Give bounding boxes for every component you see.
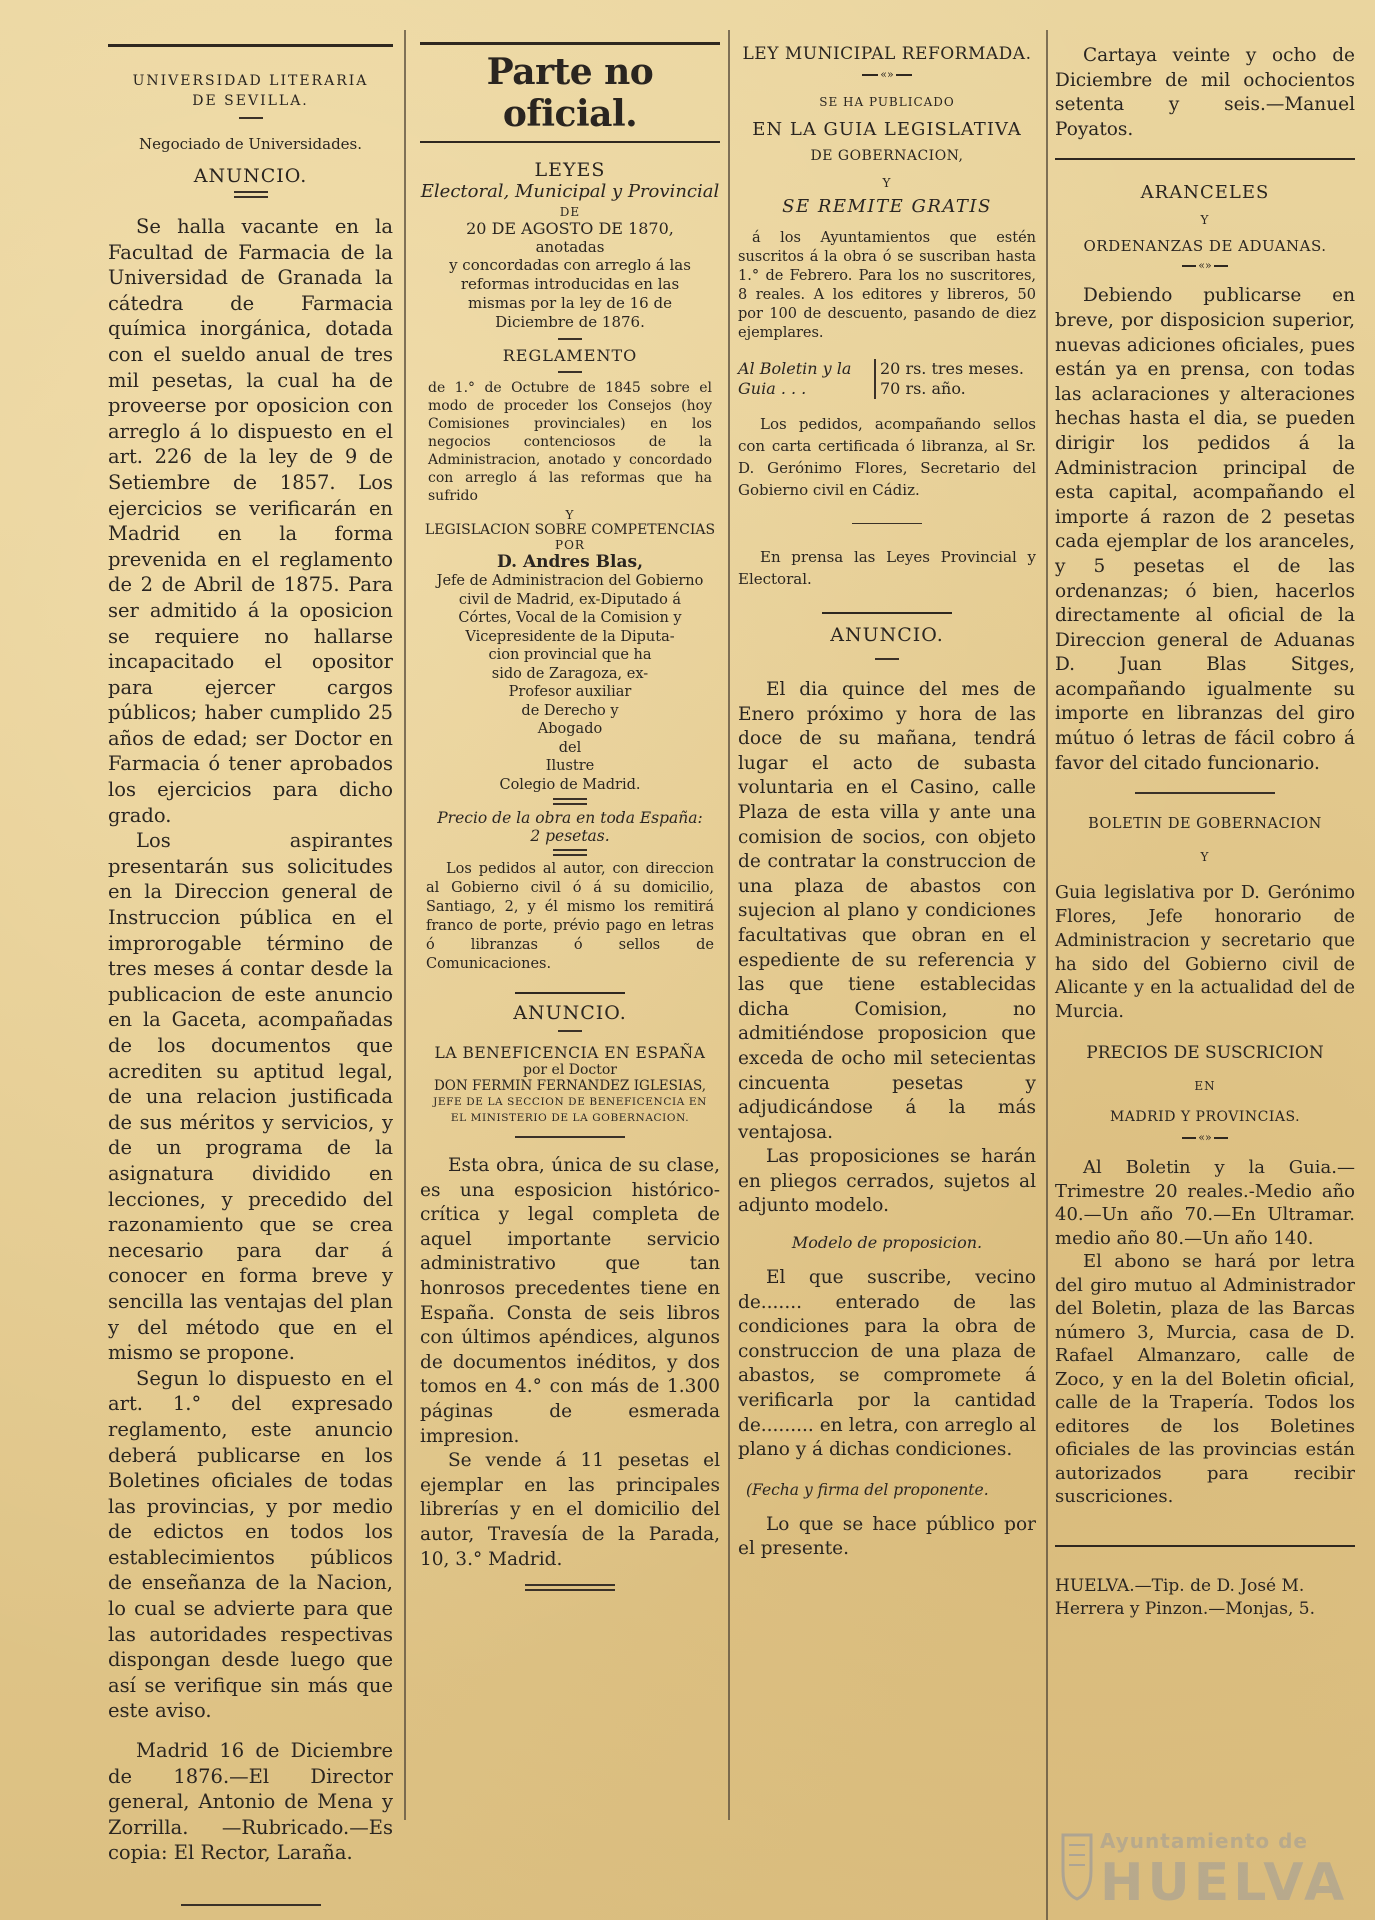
ornament-divider (420, 992, 720, 994)
boletin-title: BOLETIN DE GOBERNACION (1088, 816, 1322, 833)
credential-line: Abogado (537, 721, 603, 737)
aranceles-text: Debiendo publicarse en breve, por disposicion superior, nuevas adiciones oficiales, pues están ya en prensa, con todas las aclaraciones y alteraciones hechas hasta el dia, se pueden dirigir los pedidos á la Administracion principal de esta capital, acompañando el importe á razon de 2 pesetas cada ejemplar de los aranceles, y 5 pesetas el de las ordenanzas; ó bien, hacerlos directamente al oficial de la Direccion general de Aduanas D. Juan Blas Sitges, acompañando igualmente su importe en libranzas del giro mútuo ó letras de fácil cobro á favor del citado funcionario. (1055, 285, 1355, 774)
price-year: 70 rs. año. (880, 379, 966, 398)
guide: EN LA GUIA LEGISLATIVA (752, 119, 1022, 140)
price-left: Al Boletin y la Guia . . . (738, 359, 852, 398)
precios-title: PRECIOS DE SUSCRICION (1086, 1043, 1324, 1064)
paragraph: Las proposiciones se harán en pliegos cerrados, sujetos al adjunto modelo. (738, 1146, 1036, 1217)
paragraph: Segun lo dispuesto en el art. 1.° del expresado reglamento, este anuncio deberá publicarse en los Boletines oficiales de todas las provincias, y por medio de edictos en todos los establecimientos públicos de enseñanza de la Nacion, lo cual se advierte para que las autoridades respectivas dispongan desde luego que así se verifique sin más que este aviso. (108, 1366, 393, 1723)
ornament: «» (1055, 259, 1355, 272)
book-heading: LEYES (534, 159, 606, 181)
model-text: El que suscribe, vecino de....... enterado de las condiciones para la obra de construccion de una plaza de abastos, se compromete á verificarla por la cantidad de......... en letra, con arreglo al plano y á dichas condiciones. (738, 1267, 1036, 1461)
notice-title: ANUNCIO. (193, 165, 308, 187)
book-description (420, 1154, 720, 1572)
book-date: 20 DE AGOSTO DE 1870, (466, 219, 674, 238)
precios-en: EN (1194, 1079, 1216, 1094)
credential-line: Ilustre (545, 758, 595, 774)
rule (420, 141, 720, 143)
paragraph: Se vende á 11 pesetas el ejemplar en las principales librerías y en el domicilio del autor, Travesía de la Parada, 10, 3.° Madrid. (420, 1450, 720, 1570)
book-description: y concordadas con arreglo á las reformas introducidas en las mismas por la ley de 16 de Diciembre de 1876. (449, 256, 691, 331)
reglamento-title: REGLAMENTO (502, 346, 638, 365)
precios-body (1055, 1156, 1355, 1509)
credential-line: de Derecho y (521, 702, 619, 719)
closing: Lo que se hace público por el presente. (738, 1513, 1036, 1560)
paragraph: Se halla vacante en la Facultad de Farmacia de la Universidad de Granada la cátedra de Farmacia química inorgánica, dotada con el sueldo anual de tres mil pesetas, la cual ha de proveerse por oposicion con arreglo á lo dispuesto en el art. 226 de la ley de 9 de Setiembre de 1857. Los ejercicios se verificarán en Madrid en la forma prevenida en el reglamento de 2 de Abril de 1875. Para ser admitido á la oposicion se requiere no hallarse incapacitado el opositor para ejercer cargos públicos; haber cumplido 25 años de edad; ser Doctor en Farmacia ó tener aprobados los ejercicios para dicho grado. (108, 215, 393, 827)
divider (525, 1584, 615, 1591)
reglamento-text: de 1.° de Octubre de 1845 sobre el modo de proceder los Consejos (hoy Comisiones provinciales) en los negocios contenciosos de la Administracion, anotado y concordado con arreglo á las reformas que ha sufrido (428, 380, 712, 504)
column-divider (404, 30, 406, 1820)
divider (558, 371, 582, 373)
credential-line: Colegio de Madrid. (499, 776, 641, 793)
anuncio-title: ANUNCIO. (513, 1002, 627, 1024)
divider (558, 338, 582, 340)
paragraph: Los aspirantes presentarán sus solicitudes en la Direccion general de Instruccion pública en el improrogable término de tres meses á contar desde la publicacion de este anuncio en la Gaceta, acompañadas de los documentos que acrediten su aptitud legal, de una relacion justificada de sus méritos y servicios, y de un programa de la asignatura dividido en lecciones, y precedido del razonamiento que se crea necesario para dar á conocer en forma breve y sencilla las ventajas del plan y del método que en el mismo se propone. (108, 829, 393, 1365)
divider (1135, 792, 1275, 794)
divider (239, 117, 263, 119)
aranceles-title: ARANCELES (1140, 182, 1270, 204)
precios-region: MADRID Y PROVINCIAS. (1109, 1109, 1301, 1126)
anuncio-title: ANUNCIO. (830, 624, 944, 646)
orders: Los pedidos, acompañando sellos con carta certificada ó libranza, al Sr. D. Gerónimo Flores, Secretario del Gobierno civil en Cádiz. (738, 415, 1036, 499)
column-4 (1055, 30, 1355, 1621)
rule (1055, 1545, 1355, 1547)
credential-line: Jefe de Administracion del Gobierno (436, 573, 704, 589)
column-divider (1046, 30, 1048, 1920)
book-de: DE (559, 205, 581, 219)
ornament-divider (738, 612, 1036, 614)
watermark-bottom: HUELVA (1100, 1853, 1349, 1913)
divider (875, 658, 899, 660)
author-credentials (420, 572, 720, 794)
boletin-text: Guia legislativa por D. Gerónimo Flores, Jefe honorario de Administracion y secretario que ha sido del Gobierno civil de Alicante y en la actualidad del de Murcia. (1055, 883, 1355, 1023)
published: SE HA PUBLICADO (819, 95, 955, 109)
price-right (874, 359, 1024, 399)
ornament: «» (738, 68, 1036, 81)
paragraph: El abono se hará por letra del giro mutuo al Administrador del Boletin, plaza de las Barcas número 3, Murcia, casa de D. Rafael Almanzaro, calle de Zoco, y en la del Boletin oficial, calle de la Trapería. Todos los editores de los Boletines oficiales de las provincias están autorizados para recibir suscriciones. (1055, 1251, 1355, 1508)
credential-line: Vicepresidente de la Diputa- (465, 628, 675, 645)
book-title: LA BENEFICENCIA EN ESPAÑA (434, 1044, 706, 1062)
notice-body (108, 214, 393, 1866)
book-by: por el Doctor (523, 1062, 617, 1078)
book-author-role: JEFE DE LA SECCION DE BENEFICENCIA EN EL MINISTERIO DE LA GOBERNACION. (433, 1096, 707, 1124)
column-1 (108, 30, 393, 1912)
price-value: 2 pesetas. (530, 827, 610, 845)
legislacion: LEGISLACION SOBRE COMPETENCIAS (424, 522, 716, 538)
paragraph: El dia quince del mes de Enero próximo y hora de las doce de su mañana, tendrá lugar el acto de subasta voluntaria en el Casino, calle Plaza de esta villa y ante una comision de socios, con objeto de contratar la construccion de una plaza de abastos con sujecion al plano y condiciones facultativas que obran en el espediente de su referencia y las que tiene establecidas dicha Comision, no admitiéndose proposicion que exceda de ocho mil setecientas cincuenta pesetas y adjudicándose á la más ventajosa. (738, 679, 1036, 1143)
rule (1055, 158, 1355, 160)
top-rule (108, 44, 393, 47)
credential-line: Córtes, Vocal de la Comision y (458, 610, 682, 626)
section-title: Parte no oficial. (486, 51, 654, 135)
paragraph: Al Boletin y la Guia.—Trimestre 20 reales.-Medio año 40.—Un año 70.—En Ultramar. medio año 80.—Un año 140. (1055, 1157, 1355, 1249)
price-table (738, 359, 1036, 399)
cartaya-signature: Cartaya veinte y ocho de Diciembre de mil ochocientos setenta y seis.—Manuel Poyatos. (1055, 45, 1355, 140)
line-y: Y (565, 508, 575, 522)
ornament: «» (1055, 1131, 1355, 1144)
credential-line: Profesor auxiliar (508, 684, 632, 700)
divider (558, 1030, 582, 1032)
model-signature: (Fecha y firma del proponente. (746, 1480, 989, 1499)
watermark (1060, 1825, 1360, 1913)
orders-text: Los pedidos al autor, con direccion al Gobierno civil ó á su domicilio, Santiago, 2, y él mismo los remitirá franco de porte, prévio pago en letras ó libranzas ó sellos de Comunicaciones. (426, 861, 714, 972)
divider (852, 523, 922, 524)
price-label: Precio de la obra en toda España: (437, 809, 703, 827)
divider (553, 798, 587, 805)
department: Negociado de Universidades. (138, 135, 363, 153)
press-notice: En prensa las Leyes Provincial y Electoral. (738, 548, 1036, 588)
gobernacion: DE GOBERNACION, (810, 148, 964, 164)
paragraph: Esta obra, única de su clase, es una esposicion histórico-crítica y legal completa de aquel importante servicio administrativo que tan honrosos precedentes tiene en España. Consta de seis libros con últimos apéndices, algunos de documentos inéditos, y dos tomos en 4.° con más de 1.300 páginas de esmerada impresion. (420, 1155, 720, 1447)
credential-line: cion provincial que ha (488, 647, 652, 663)
anuncio-body (738, 678, 1036, 1219)
signature: Madrid 16 de Diciembre de 1876.—El Director general, Antonio de Mena y Zorrilla. —Rubricado.—Es copia: El Rector, Laraña. (108, 1739, 393, 1865)
imprint: HUELVA.—Tip. de D. José M. Herrera y Pinzon.—Monjas, 5. (1055, 1575, 1315, 1619)
line-y: Y (882, 176, 892, 190)
remite: SE REMITE GRATIS (782, 196, 992, 217)
watermark-top: Ayuntamiento de (1100, 1829, 1308, 1853)
credential-line: sido de Zaragoza, ex- (491, 665, 649, 682)
credential-line: del (558, 739, 582, 756)
book-subheading: Electoral, Municipal y Provincial (420, 181, 720, 202)
price-quarter: 20 rs. tres meses. (880, 359, 1024, 378)
divider (234, 191, 268, 198)
divider (515, 1136, 625, 1138)
divider (181, 1904, 321, 1906)
boletin-y: Y (1200, 850, 1210, 865)
author: D. Andres Blas, (496, 552, 643, 572)
column-3 (738, 30, 1036, 1562)
top-rule (420, 42, 720, 45)
university-heading: UNIVERSIDAD LITERARIA DE SEVILLA. (132, 73, 369, 109)
book-author: DON FERMIN FERNANDEZ IGLESIAS, (433, 1078, 707, 1094)
divider (553, 849, 587, 856)
column-2 (420, 30, 720, 1595)
line-y: Y (1200, 213, 1210, 228)
law-title: LEY MUNICIPAL REFORMADA. (742, 44, 1032, 64)
column-divider (728, 30, 730, 1820)
model-title: Modelo de proposicion. (791, 1233, 983, 1253)
coat-of-arms-icon (1060, 1831, 1094, 1901)
book-anotadas: anotadas (535, 238, 605, 256)
por: POR (555, 538, 585, 552)
ordenanzas-title: ORDENANZAS DE ADUANAS. (1083, 237, 1327, 256)
credential-line: civil de Madrid, ex-Diputado á (458, 591, 682, 608)
remite-text: á los Ayuntamientos que estén suscritos á la obra ó se suscriban hasta 1.° de Febrero. Para los no suscritores, 8 reales. A los editores y libreros, 50 por 100 de descuento, pasando de diez ejemplares. (738, 230, 1036, 341)
